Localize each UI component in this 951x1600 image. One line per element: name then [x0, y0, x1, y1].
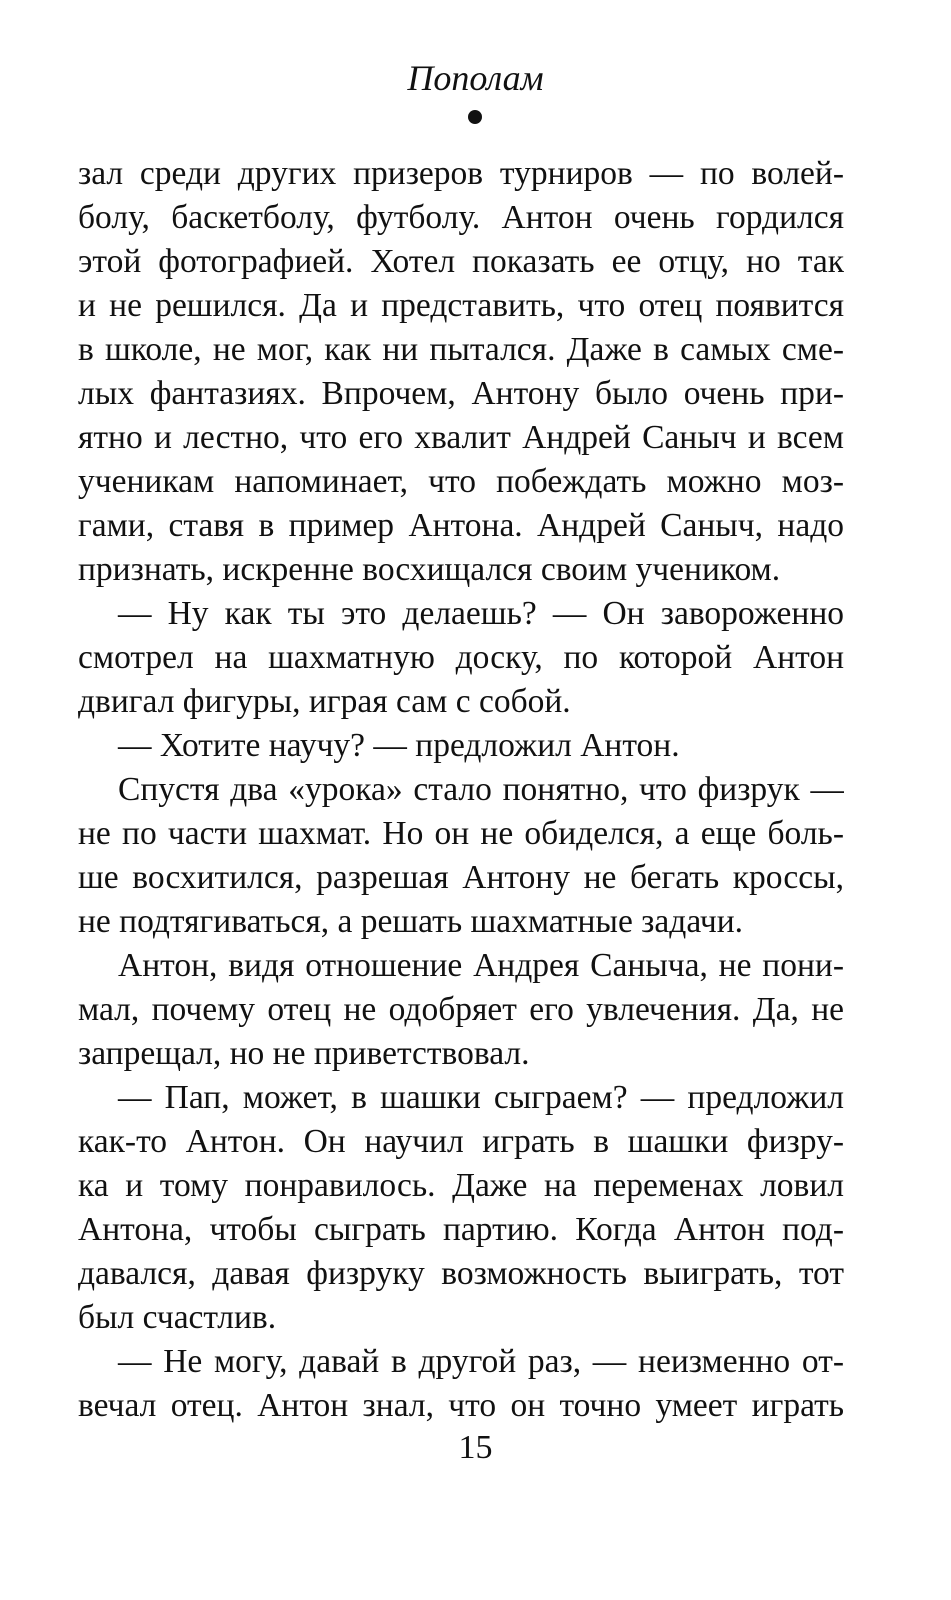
text-line: признать, искренне восхищался своим учеником. [78, 551, 781, 588]
text-line: зал среди других призеров турниров — по волей- [78, 155, 844, 192]
text-line: ше восхитился, разрешая Антону не бегать кроссы, [78, 859, 844, 896]
page-number: 15 [458, 1429, 493, 1466]
text-line: болу, баскетболу, футболу. Антон очень гордился [78, 199, 844, 236]
text-line: ятно и лестно, что его хвалит Андрей Саныч и всем [78, 419, 844, 456]
text-line: запрещал, но не приветствовал. [78, 1035, 530, 1072]
running-title: Пополам [407, 58, 544, 98]
text-line: ка и тому понравилось. Даже на переменах ловил [78, 1167, 844, 1204]
body-text [78, 152, 844, 1428]
text-line: Антон, видя отношение Андрея Саныча, не пони- [118, 947, 844, 984]
text-line: ученикам напоминает, что побеждать можно моз- [78, 463, 844, 500]
text-line: не по части шахмат. Но он не обиделся, а еще боль- [78, 815, 844, 852]
text-line: давался, давая физруку возможность выиграть, тот [78, 1255, 844, 1292]
text-line: как-то Антон. Он научил играть в шашки физру- [78, 1123, 844, 1160]
text-line: смотрел на шахматную доску, по которой Антон [78, 639, 844, 676]
text-line: двигал фигуры, играя сам с собой. [78, 683, 571, 720]
text-line: — Хотите научу? — предложил Антон. [118, 727, 680, 764]
text-line: — Пап, может, в шашки сыграем? — предложил [118, 1079, 844, 1116]
text-line: был счастлив. [78, 1299, 277, 1336]
text-line: Спустя два «урока» стало понятно, что физрук — [118, 771, 844, 808]
text-line: и не решился. Да и представить, что отец появится [78, 287, 844, 324]
text-line: мал, почему отец не одобряет его увлечения. Да, не [78, 991, 844, 1028]
bullet-ornament-icon [468, 110, 482, 124]
text-line: вечал отец. Антон знал, что он точно умеет играть [78, 1387, 844, 1424]
text-line: не подтягиваться, а решать шахматные задачи. [78, 903, 744, 940]
text-line: в школе, не мог, как ни пытался. Даже в самых сме- [78, 331, 844, 368]
text-line: лых фантазиях. Впрочем, Антону было очень при- [78, 375, 844, 412]
text-line: гами, ставя в пример Антона. Андрей Саныч, надо [78, 507, 844, 544]
text-line: Антона, чтобы сыграть партию. Когда Антон под- [78, 1211, 844, 1248]
text-line: — Ну как ты это делаешь? — Он завороженно [118, 595, 844, 632]
text-line: — Не могу, давай в другой раз, — неизменно от- [118, 1343, 844, 1380]
text-line: этой фотографией. Хотел показать ее отцу, но так [78, 243, 844, 280]
